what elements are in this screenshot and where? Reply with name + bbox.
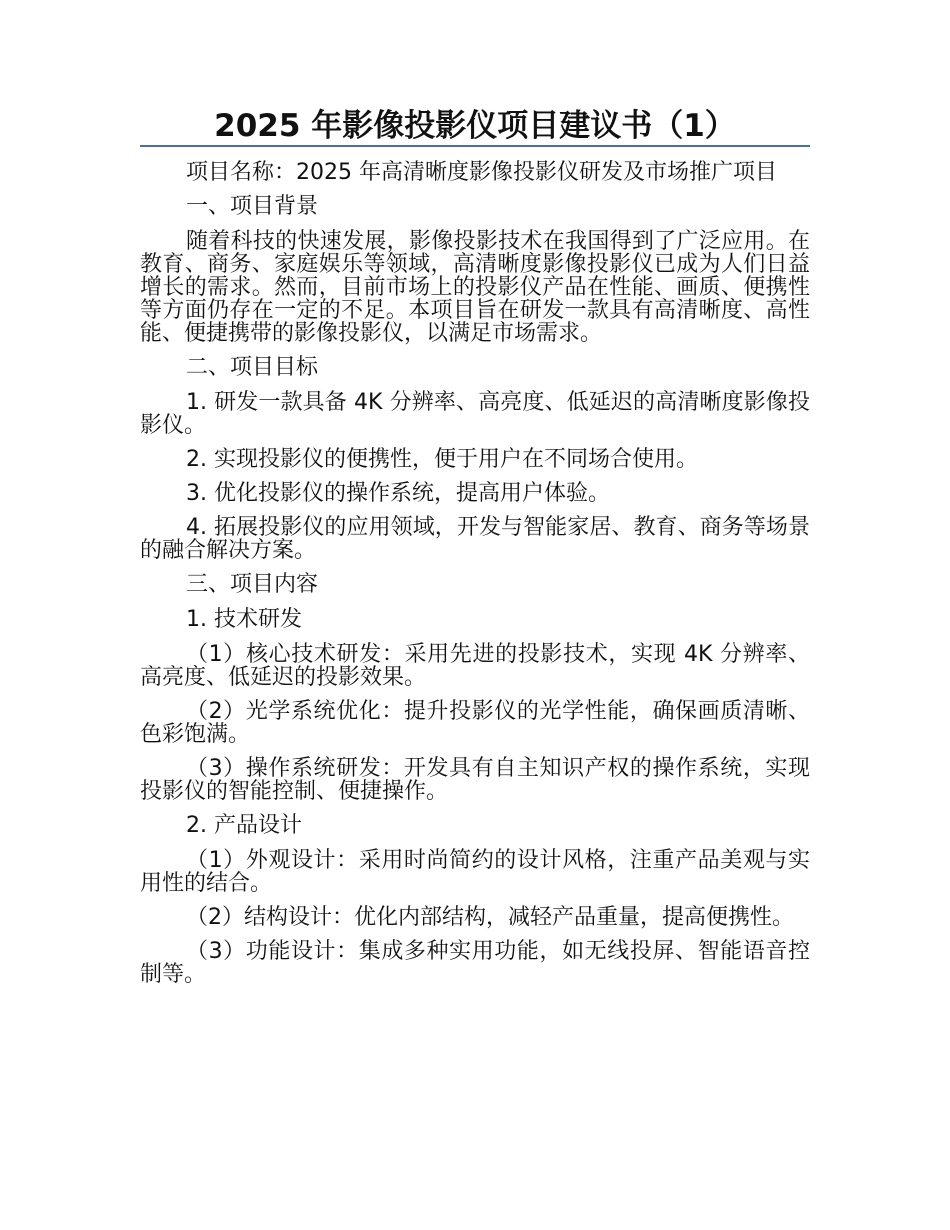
- goal-item-3: 3. 优化投影仪的操作系统，提高用户体验。: [186, 481, 610, 506]
- section-heading-background: 一、项目背景: [186, 194, 319, 219]
- tech-item-2: （2）光学系统优化：提升投影仪的光学性能，确保画质清晰、色彩饱满。: [140, 699, 810, 747]
- document-title: 2025 年影像投影仪项目建议书（1）: [214, 108, 736, 144]
- tech-item-3: （3）操作系统研发：开发具有自主知识产权的操作系统，实现投影仪的智能控制、便捷操作。: [140, 756, 810, 804]
- design-item-2: （2）结构设计：优化内部结构，减轻产品重量，提高便携性。: [186, 905, 794, 930]
- goal-item-2: 2. 实现投影仪的便携性，便于用户在不同场合使用。: [186, 447, 698, 472]
- section-heading-goals: 二、项目目标: [186, 355, 319, 380]
- background-paragraph: 随着科技的快速发展，影像投影技术在我国得到了广泛应用。在教育、商务、家庭娱乐等领域，高清晰度影像投影仪已成为人们日益增长的需求。然而，目前市场上的投影仪产品在性能、画质、便携性等方面仍存在一定的不足。本项目旨在研发一款具有高清晰度、高性能、便捷携带的影像投影仪，以满足市场需求。: [140, 229, 810, 346]
- subsection-heading-design: 2. 产品设计: [186, 813, 302, 838]
- goal-item-1: 1. 研发一款具备 4K 分辨率、高亮度、低延迟的高清晰度影像投影仪。: [140, 390, 810, 438]
- document-page: [140, 100, 810, 997]
- subsection-heading-tech: 1. 技术研发: [186, 607, 302, 632]
- goal-item-4: 4. 拓展投影仪的应用领域，开发与智能家居、教育、商务等场景的融合解决方案。: [140, 515, 810, 563]
- design-item-3: （3）功能设计：集成多种实用功能，如无线投屏、智能语音控制等。: [140, 939, 810, 987]
- section-heading-content: 三、项目内容: [186, 572, 319, 597]
- tech-item-1: （1）核心技术研发：采用先进的投影技术，实现 4K 分辨率、高亮度、低延迟的投影效果。: [140, 642, 810, 690]
- design-item-1: （1）外观设计：采用时尚简约的设计风格，注重产品美观与实用性的结合。: [140, 848, 810, 896]
- project-name-paragraph: 项目名称：2025 年高清晰度影像投影仪研发及市场推广项目: [186, 160, 777, 185]
